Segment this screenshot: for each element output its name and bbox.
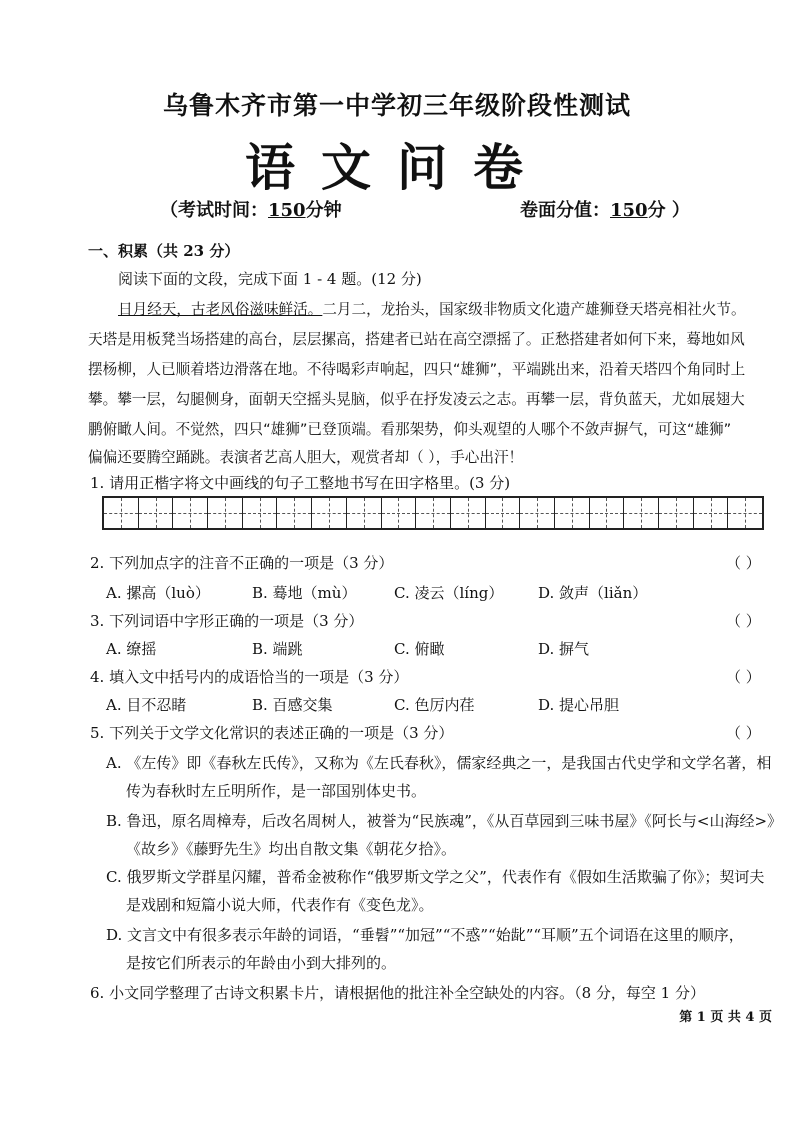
exam-score-label: 卷面分值：	[520, 200, 610, 221]
q2-option-a: A. 摞高（luò）	[106, 584, 210, 602]
q5-option-b-cont: 《故乡》《藤野先生》均出自散文集《朝花夕拾》。	[126, 840, 457, 858]
q2-option-b: B. 蓦地（mù）	[252, 584, 357, 602]
school-title: 乌鲁木齐市第一中学初三年级阶段性测试	[162, 91, 631, 120]
exam-score	[520, 196, 690, 222]
writing-grid[interactable]	[102, 496, 764, 530]
grid-cell[interactable]	[416, 498, 451, 528]
answer-paren-4[interactable]: （ ）	[726, 668, 761, 686]
exam-score-value: 150	[610, 200, 648, 221]
page-number: 第 1 页 共 4 页	[679, 1010, 772, 1025]
q5-option-d-cont: 是按它们所表示的年龄由小到大排列的。	[126, 954, 397, 972]
exam-time-unit: 分钟	[305, 200, 342, 221]
q3-option-a: A. 缭摇	[106, 640, 157, 658]
grid-cell[interactable]	[243, 498, 278, 528]
grid-cell[interactable]	[486, 498, 521, 528]
q3-option-c: C. 俯瞰	[394, 640, 445, 658]
q5-option-a: A. 《左传》即《春秋左氏传》，又称为《左氏春秋》，儒家经典之一，是我国古代史学和文学名著，相	[106, 754, 772, 772]
grid-cell[interactable]	[520, 498, 555, 528]
grid-cell[interactable]	[312, 498, 347, 528]
question-3: 3. 下列词语中字形正确的一项是（3 分）	[90, 612, 364, 630]
q4-option-c: C. 色厉内荏	[394, 696, 475, 714]
passage-underlined: 日月经天，古老风俗滋味鲜活。	[118, 301, 323, 318]
q4-option-a: A. 目不忍睹	[106, 696, 187, 714]
passage-line-3: 摆杨柳，人已顺着塔边滑落在地。不待喝彩声响起，四只“雄狮”，平端跳出来，沿着天塔四个角同时上	[88, 361, 746, 378]
exam-score-unit: 分 ）	[647, 200, 690, 221]
exam-time-label: （考试时间：	[160, 200, 268, 221]
grid-cell[interactable]	[555, 498, 590, 528]
q2-option-d: D. 敛声（liǎn）	[538, 584, 648, 602]
grid-cell[interactable]	[694, 498, 729, 528]
question-2: 2. 下列加点字的注音不正确的一项是（3 分）	[90, 554, 394, 572]
passage-line-2: 天塔是用板凳当场搭建的高台，层层摞高，搭建者已站在高空漂摇了。正愁搭建者如何下来，蓦地如风	[88, 331, 745, 348]
grid-cell[interactable]	[624, 498, 659, 528]
answer-paren-2[interactable]: （ ）	[726, 554, 761, 572]
question-6: 6. 小文同学整理了古诗文积累卡片，请根据他的批注补全空缺处的内容。（8 分，每空 1 分）	[90, 984, 705, 1002]
exam-time-value: 150	[268, 200, 306, 221]
question-5: 5. 下列关于文学文化常识的表述正确的一项是（3 分）	[90, 724, 454, 742]
grid-cell[interactable]	[659, 498, 694, 528]
q4-option-b: B. 百感交集	[252, 696, 333, 714]
answer-paren-3[interactable]: （ ）	[726, 612, 761, 630]
q5-option-a-cont: 传为春秋时左丘明所作，是一部国别体史书。	[126, 782, 427, 800]
grid-cell[interactable]	[277, 498, 312, 528]
grid-cell[interactable]	[173, 498, 208, 528]
q5-option-c: C. 俄罗斯文学群星闪耀，普希金被称作“俄罗斯文学之父”，代表作有《假如生活欺骗了你》；契诃夫	[106, 868, 765, 886]
grid-cell[interactable]	[590, 498, 625, 528]
exam-time	[160, 196, 342, 222]
q3-option-d: D. 摒气	[538, 640, 590, 658]
q4-option-d: D. 提心吊胆	[538, 696, 620, 714]
grid-cell[interactable]	[728, 498, 762, 528]
grid-cell[interactable]	[139, 498, 174, 528]
q5-option-d: D. 文言文中有很多表示年龄的词语，“垂髫”“加冠”“不惑”“始龀”“耳顺”五个词语在这里的顺序，	[106, 926, 744, 944]
answer-paren-5[interactable]: （ ）	[726, 724, 761, 742]
grid-cell[interactable]	[208, 498, 243, 528]
question-4: 4. 填入文中括号内的成语恰当的一项是（3 分）	[90, 668, 409, 686]
grid-cell[interactable]	[347, 498, 382, 528]
grid-cell[interactable]	[451, 498, 486, 528]
question-1: 1. 请用正楷字将文中画线的句子工整地书写在田字格里。(3 分)	[90, 474, 511, 492]
passage-line-6: 偏偏还要腾空踊跳。表演者艺高人胆大，观赏者却（ ），手心出汗！	[88, 449, 524, 466]
grid-cell[interactable]	[382, 498, 417, 528]
passage-line-1: 日月经天，古老风俗滋味鲜活。二月二，龙抬头，国家级非物质文化遗产雄狮登天塔亮相社火节。	[118, 301, 746, 318]
grid-cell[interactable]	[104, 498, 139, 528]
q5-option-b: B. 鲁迅，原名周樟寿，后改名周树人，被誉为“民族魂”，《从百草园到三味书屋》《阿长与<山海经>》	[106, 812, 783, 830]
q3-option-b: B. 端跳	[252, 640, 303, 658]
passage-line-5: 鹏俯瞰人间。不觉然，四只“雄狮”已登顶端。看那架势，仰头观望的人哪个不敛声摒气，可这“雄狮”	[88, 421, 732, 438]
passage-line-4: 攀。攀一层，勾腿侧身，面朝天空摇头晃脑，似乎在抒发凌云之志。再攀一层，背负蓝天，尤如展翅大	[88, 391, 745, 408]
q5-option-c-cont: 是戏剧和短篇小说大师，代表作有《变色龙》。	[126, 896, 434, 914]
q2-option-c: C. 凌云（líng）	[394, 584, 504, 602]
section-heading: 一、积累（共 23 分）	[88, 242, 240, 260]
paper-title: 语文问卷	[245, 138, 549, 197]
section-instruction: 阅读下面的文段，完成下面 1 - 4 题。(12 分)	[118, 270, 422, 288]
